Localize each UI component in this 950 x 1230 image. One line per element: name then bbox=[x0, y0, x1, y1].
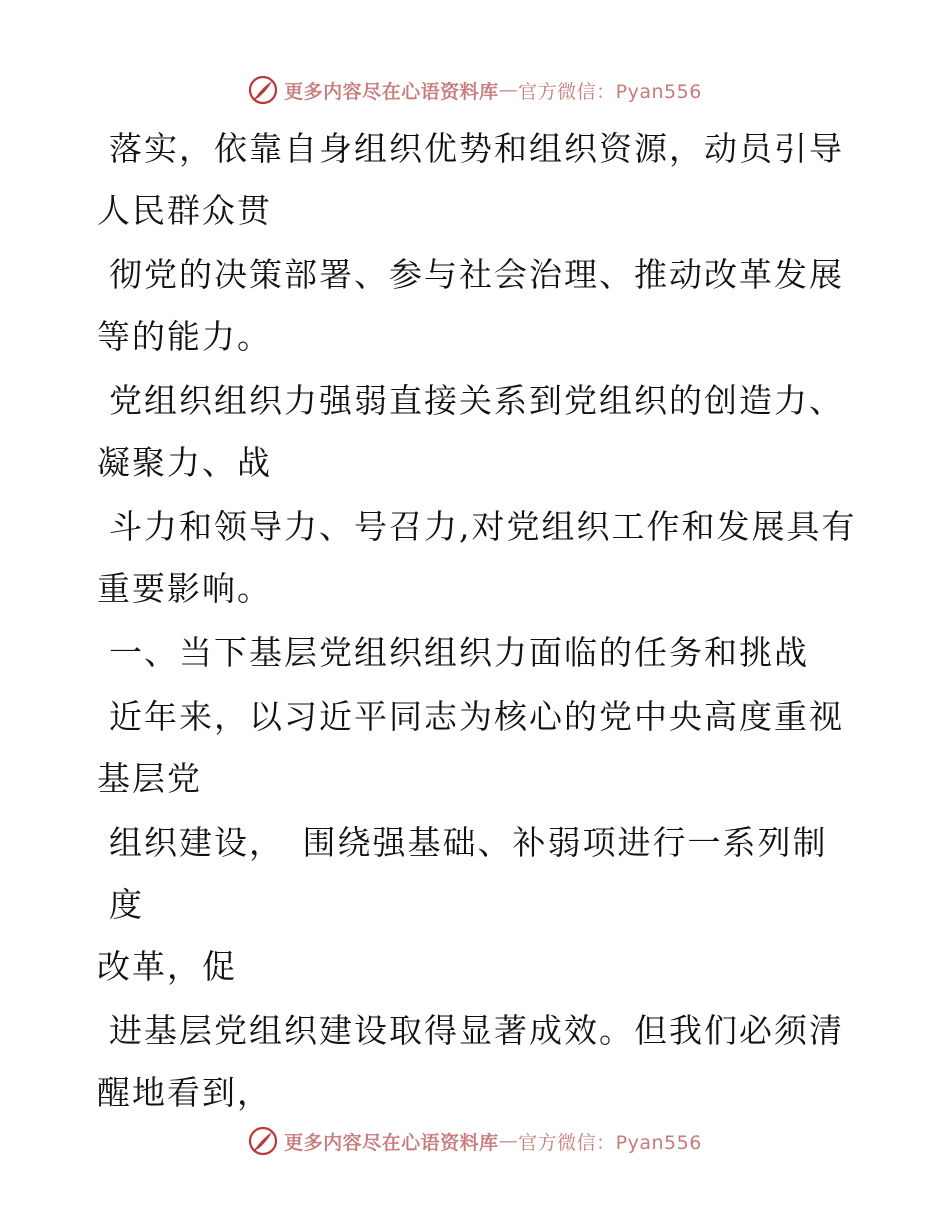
paragraph-6-line-2: 基层党 bbox=[97, 759, 202, 798]
watermark-separator: — bbox=[498, 1130, 519, 1152]
paragraph-8-line-1: 进基层党组织建设取得显著成效。但我们必须清 bbox=[109, 1011, 844, 1050]
paragraph-7-line-1: 组织建设， 围绕强基础、补弱项进行一系列制度 bbox=[109, 823, 828, 924]
paragraph-2 bbox=[97, 244, 857, 368]
paragraph-4-line-1: 斗力和领导力、号召力,对党组织工作和发展具有 bbox=[109, 507, 857, 546]
section-heading-text: 一、当下基层党组织组织力面临的任务和挑战 bbox=[109, 633, 809, 672]
watermark-brand: 更多内容尽在心语资料库 bbox=[284, 80, 499, 103]
paragraph-2-line-2: 等的能力。 bbox=[97, 317, 272, 356]
watermark-contact: 官方微信：Pyan556 bbox=[518, 1131, 702, 1154]
watermark-separator: — bbox=[498, 79, 519, 101]
document-body bbox=[97, 118, 857, 1126]
paragraph-3-line-1: 党组织组织力强弱直接关系到党组织的创造力、 bbox=[109, 381, 844, 420]
paragraph-4-line-2: 重要影响。 bbox=[97, 569, 272, 608]
paragraph-1-line-2: 人民群众贯 bbox=[97, 191, 272, 230]
watermark-contact: 官方微信：Pyan556 bbox=[518, 80, 702, 103]
watermark-brand: 更多内容尽在心语资料库 bbox=[284, 1131, 499, 1154]
quill-logo-icon bbox=[248, 1126, 278, 1156]
section-heading bbox=[97, 622, 857, 684]
paragraph-1 bbox=[97, 118, 857, 242]
quill-logo-icon bbox=[248, 75, 278, 105]
paragraph-4 bbox=[97, 496, 857, 620]
paragraph-8-line-2: 醒地看到， bbox=[97, 1073, 272, 1112]
paragraph-7-line-2: 改革，促 bbox=[97, 947, 237, 986]
paragraph-3 bbox=[97, 370, 857, 494]
paragraph-3-line-2: 凝聚力、战 bbox=[97, 443, 272, 482]
paragraph-7 bbox=[97, 812, 857, 998]
paragraph-6 bbox=[97, 686, 857, 810]
footer-watermark bbox=[0, 1121, 950, 1161]
paragraph-1-line-1: 落实，依靠自身组织优势和组织资源，动员引导 bbox=[109, 129, 844, 168]
paragraph-2-line-1: 彻党的决策部署、参与社会治理、推动改革发展 bbox=[109, 255, 844, 294]
paragraph-8 bbox=[97, 1000, 857, 1124]
paragraph-6-line-1: 近年来，以习近平同志为核心的党中央高度重视 bbox=[109, 697, 844, 736]
header-watermark bbox=[0, 70, 950, 110]
